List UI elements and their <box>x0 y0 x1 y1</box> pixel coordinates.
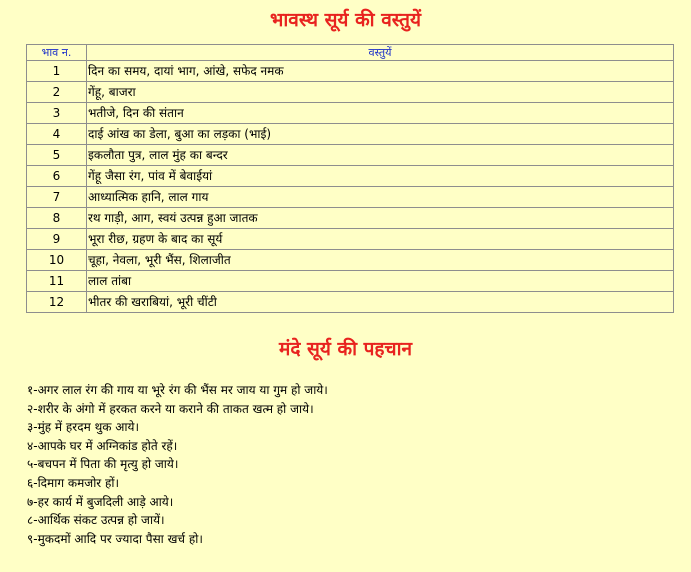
list-item: २-शरीर के अंगो में हरकत करने या कराने की ताकत खत्म हो जाये। <box>27 401 314 416</box>
house-things: रथ गाड़ी, आग, स्वयं उत्पन्न हुआ जातक <box>87 208 674 229</box>
house-things: आध्यात्मिक हानि, लाल गाय <box>87 187 674 208</box>
table-row <box>27 250 674 271</box>
house-number: 11 <box>27 271 87 292</box>
house-number: 2 <box>27 82 87 103</box>
column-header-house-number: भाव न. <box>27 45 87 61</box>
house-things: गेंहू, बाजरा <box>87 82 674 103</box>
house-things: भूरा रीछ, ग्रहण के बाद का सूर्य <box>87 229 674 250</box>
house-number: 6 <box>27 166 87 187</box>
house-number: 3 <box>27 103 87 124</box>
house-things: दाई आंख का डेला, बुआ का लड़का (भाई) <box>87 124 674 145</box>
house-number: 5 <box>27 145 87 166</box>
table-row <box>27 145 674 166</box>
house-number: 7 <box>27 187 87 208</box>
house-things: लाल तांबा <box>87 271 674 292</box>
page-title: भावस्थ सूर्य की वस्तुयें <box>269 9 422 31</box>
house-things: इकलौता पुत्र, लाल मुंह का बन्दर <box>87 145 674 166</box>
table-row <box>27 61 674 82</box>
table-row <box>27 103 674 124</box>
weak-sun-signs-list <box>27 381 328 548</box>
house-number: 12 <box>27 292 87 313</box>
table-row <box>27 187 674 208</box>
house-things: दिन का समय, दायां भाग, आंखे, सफेद नमक <box>87 61 674 82</box>
house-number: 4 <box>27 124 87 145</box>
table-row <box>27 292 674 313</box>
sun-things-table <box>26 44 674 313</box>
list-item: ६-दिमाग कमजोर हों। <box>27 475 120 490</box>
house-things: चूहा, नेवला, भूरी भैंस, शिलाजीत <box>87 250 674 271</box>
house-number: 10 <box>27 250 87 271</box>
house-things: भीतर की खराबियां, भूरी चींटी <box>87 292 674 313</box>
list-item: ३-मुंह में हरदम थुक आये। <box>27 420 140 435</box>
list-item: ५-बचपन में पिता की मृत्यु हो जाये। <box>27 457 179 472</box>
house-number: 8 <box>27 208 87 229</box>
table-row <box>27 229 674 250</box>
table-row <box>27 208 674 229</box>
table-header-row <box>27 45 674 61</box>
list-item: ९-मुकदमों आदि पर ज्यादा पैसा खर्च हो। <box>27 531 203 546</box>
list-item: १-अगर लाल रंग की गाय या भूरे रंग की भैंस मर जाय या गुम हो जाये। <box>27 383 328 397</box>
table-row <box>27 124 674 145</box>
table-row <box>27 82 674 103</box>
column-header-things: वस्तुयें <box>87 45 674 61</box>
table-row <box>27 271 674 292</box>
house-things: भतीजे, दिन की संतान <box>87 103 674 124</box>
table-row <box>27 166 674 187</box>
list-item: ४-आपके घर में अग्निकांड होते रहें। <box>27 438 178 453</box>
list-item: ८-आर्थिक संकट उत्पन्न हो जायें। <box>27 513 165 528</box>
list-item: ७-हर कार्य में बुजदिली आड़े आये। <box>27 494 174 509</box>
house-number: 9 <box>27 229 87 250</box>
section-title: मंदे सूर्य की पहचान <box>278 338 413 360</box>
house-things: गेंहू जैसा रंग, पांव में बेवाईयां <box>87 166 674 187</box>
house-number: 1 <box>27 61 87 82</box>
